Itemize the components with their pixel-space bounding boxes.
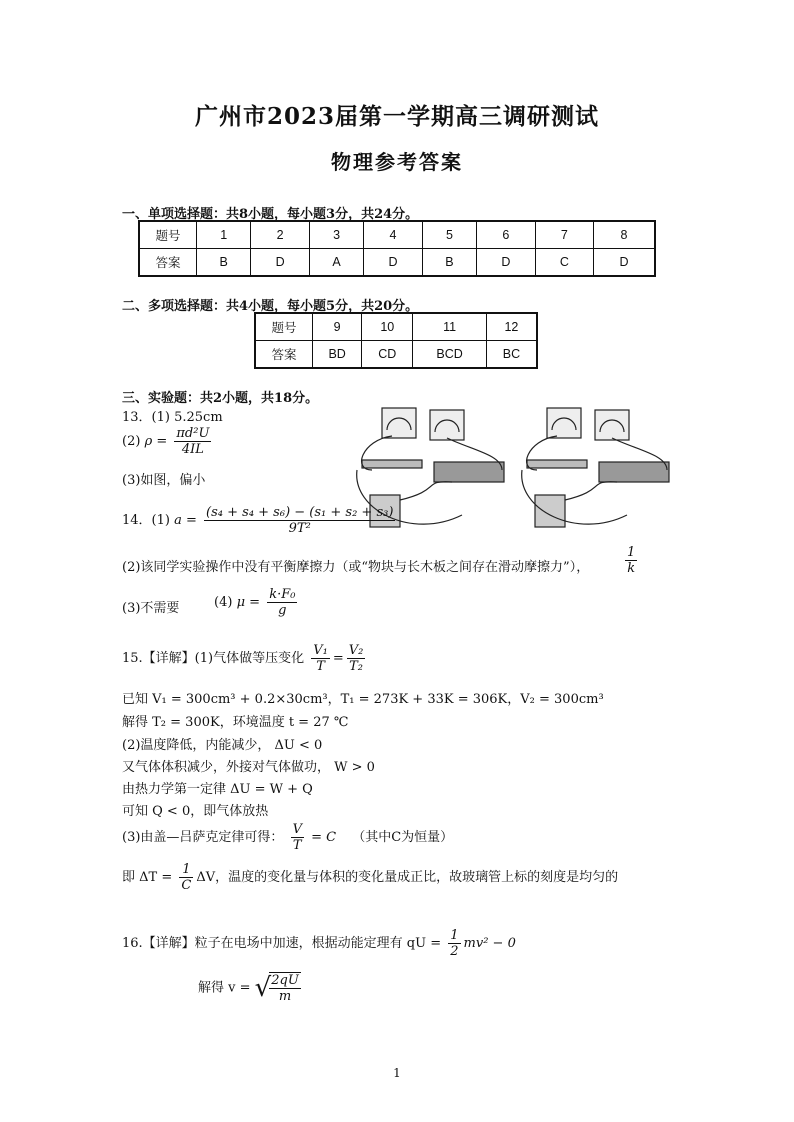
table-cell: B [197,249,251,277]
q15-part2-line3: 由热力学第一定律 ΔU = W + Q [122,782,313,797]
q14-part4-lhs: μ = [236,595,261,610]
fraction-numerator: 1 [450,928,459,943]
q16-intro-tail: mv² − 0 [463,936,516,951]
fraction-denominator: 2 [450,944,459,959]
table-cell: 3 [309,221,363,249]
row-label: 题号 [255,313,313,341]
q14-part4-prefix: (4) [214,595,233,610]
q15-part3-note: （其中C为恒量） [352,830,454,845]
fraction-numerator: k·F₀ [269,587,296,602]
voltmeter-icon [547,408,581,438]
row-label: 答案 [255,341,313,369]
circuit-diagram-right [522,408,669,527]
table-cell: A [309,249,363,277]
q15-solve: 解得 T₂ = 300K，环境温度 t = 27 ℃ [122,715,349,730]
row-label: 答案 [139,249,197,277]
q13-fraction [174,426,211,457]
q15-conclusion-rest: ΔV，温度的变化量与体积的变化量成正比，故玻璃管上标的刻度是均匀的 [196,870,619,885]
table-cell: CD [362,341,413,369]
q13-part3: (3)如图，偏小 [122,473,206,488]
table-row [139,221,655,249]
table-cell: 6 [477,221,535,249]
section1-answer-table [138,220,656,277]
q15-part3-line [122,822,453,853]
q15-fraction-2 [347,643,366,674]
q15-part3-conclusion [122,862,618,893]
section3-heading: 三、实验题：共2小题，共18分。 [122,391,319,406]
q15-part3-rhs: = C [311,830,337,845]
q15-known: 已知 V₁ = 300cm³ + 0.2×30cm³，T₁ = 273K + 33K = 306K，V₂ = 300cm³ [122,692,604,707]
q13-prefix: (2) [122,434,141,449]
voltmeter-icon [382,408,416,438]
q14-part1 [122,505,398,536]
q15-part3-prefix: (3)由盖—吕萨克定律可得： [122,830,284,845]
fraction-numerator: 2qU [271,973,299,988]
document-title: 广州市2023届第一学期高三调研测试 [194,103,599,130]
battery-icon [535,495,565,527]
table-cell: 11 [413,313,486,341]
document-subtitle: 物理参考答案 [331,150,463,174]
fraction-numerator: V [292,822,302,837]
q14-part2-fraction [625,545,637,576]
table-row [255,341,537,369]
table-cell: 4 [364,221,422,249]
table-cell: 9 [313,313,362,341]
q15-part2-line4: 可知 Q < 0，即气体放热 [122,804,269,819]
q14-part2: (2)该同学实验操作中没有平衡摩擦力（或“物块与长木板之间存在滑动摩擦力”）， [122,560,590,575]
fraction-numerator: 1 [179,862,193,878]
fraction-denominator: 9T² [288,521,311,536]
fraction-numerator: V₂ [348,643,364,658]
q16-solve-line [198,972,304,1004]
table-cell: D [477,249,535,277]
q16-intro: 16.【详解】粒子在电场中加速，根据动能定理有 qU = [122,936,442,951]
q16-solve-prefix: 解得 v = [198,980,251,996]
q14-part2-answer [622,545,640,576]
fraction-numerator: πd²U [176,426,210,441]
fraction-denominator: k [627,561,636,576]
q14-fraction [204,505,395,536]
q13-lhs: ρ = [144,434,168,449]
circuit-diagram-images [352,400,682,540]
q15-conclusion-prefix: 即 ΔT = [122,870,173,885]
section2-heading: 二、多项选择题：共4小题，每小题5分，共20分。 [122,299,419,314]
rheostat-icon [599,462,669,482]
fraction-denominator: m [278,989,292,1004]
fraction-numerator: V₁ [313,643,328,658]
q15-conclusion-fraction [179,862,193,893]
q15-part2-line1: (2)温度降低，内能减少， ΔU < 0 [122,738,323,753]
q14-prefix: 14．(1) [122,513,170,528]
q13-part2 [122,426,214,457]
fraction-numerator: (s₄ + s₄ + s₆) − (s₁ + s₂ + s₃) [206,505,394,520]
fraction-denominator: g [278,603,287,618]
q14-part4-fraction [267,587,297,618]
fraction-denominator: T [316,659,325,674]
table-cell: 2 [251,221,309,249]
section1-heading: 一、单项选择题：共8小题，每小题3分，共24分。 [122,207,419,222]
section2-answer-table [254,312,538,369]
q15-fraction-1 [311,643,330,674]
q14-part4 [214,587,300,618]
rheostat-icon [434,462,504,482]
table-cell: BD [313,341,362,369]
table-cell: B [422,249,476,277]
row-label: 题号 [139,221,197,249]
fraction-numerator: 1 [627,545,636,560]
q14-lhs: a = [174,513,197,528]
ammeter-icon [595,410,629,440]
table-cell: D [364,249,422,277]
q15-intro: 15.【详解】(1)气体做等压变化 [122,651,305,666]
table-cell: 10 [362,313,413,341]
fraction-denominator: T₂ [349,659,363,674]
table-cell: 1 [197,221,251,249]
q16-fraction [448,928,460,959]
fraction-denominator: C [181,878,192,893]
fraction-denominator: 4IL [181,442,204,457]
table-cell: 7 [535,221,593,249]
table-cell: D [594,249,655,277]
resistor-board [362,460,422,468]
sqrt-sign-icon: √ [254,973,272,1003]
table-cell: D [251,249,309,277]
table-row [255,313,537,341]
table-cell: 5 [422,221,476,249]
table-cell: C [535,249,593,277]
table-row [139,249,655,277]
table-cell: BC [486,341,537,369]
q16-sqrt-fraction [269,972,301,1004]
resistor-board [527,460,587,468]
table-cell: 12 [486,313,537,341]
q16-intro-line [122,928,516,959]
q14-part3: (3)不需要 [122,601,180,616]
page-number: 1 [393,1066,401,1080]
fraction-denominator: T [292,838,302,853]
ammeter-icon [430,410,464,440]
table-cell: BCD [413,341,486,369]
q15-part2-line2: 又气体体积减少，外接对气体做功， W > 0 [122,760,375,775]
q15-intro-line: 15.【详解】(1)气体做等压变化 $\frac{\text{V₁}}{T}$ = $\frac{\text{V₂}}{\text{T₂}}$ [122,643,364,674]
q15-part3-fraction [291,822,304,853]
q13-part1: 13．(1) 5.25cm [122,410,223,425]
table-cell: 8 [594,221,655,249]
